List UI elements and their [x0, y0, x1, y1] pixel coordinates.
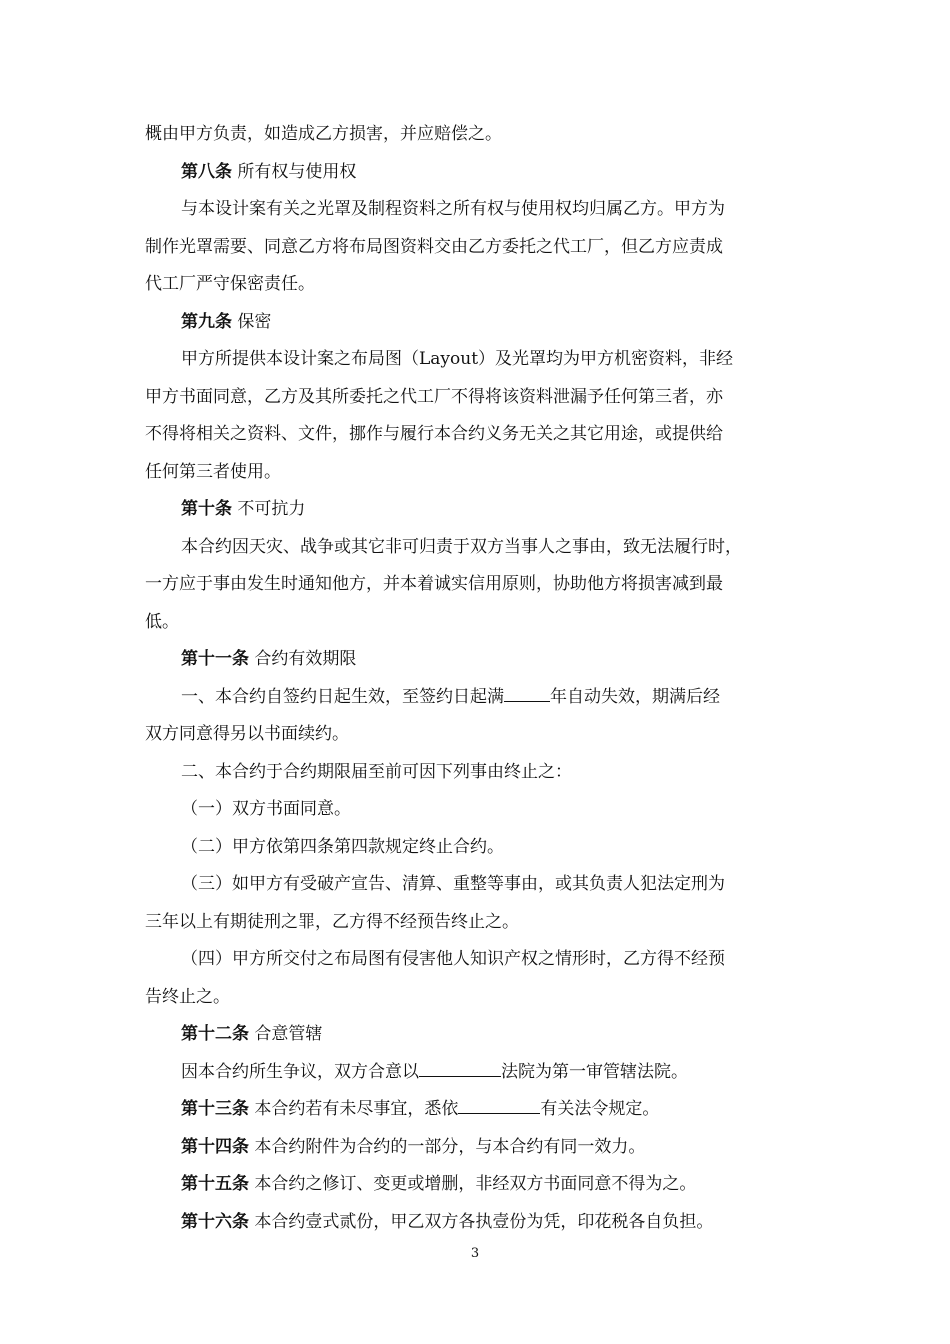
- article-10-heading: [145, 491, 815, 529]
- text-line: 本合约因天灾、战争或其它非可归责于双方当事人之事由，致无法履行时，: [181, 536, 742, 557]
- fill-in-blank-years[interactable]: [504, 685, 550, 702]
- text-line: 甲方书面同意，乙方及其所委托之代工厂不得将该资料泄漏予任何第三者，亦: [145, 386, 723, 407]
- article-heading-text: 保密: [237, 311, 272, 332]
- text-segment: 年自动失效，期满后经: [550, 686, 720, 707]
- text-line: 代工厂严守保密责任。: [145, 274, 315, 294]
- text-line: 一方应于事由发生时通知他方，并本着诚实信用原则，协助他方将损害减到最: [145, 574, 723, 594]
- list-item: （一）双方书面同意。: [181, 799, 351, 819]
- fill-in-blank-law[interactable]: [458, 1097, 540, 1114]
- text-line: [145, 1054, 815, 1092]
- article-heading-text: 不可抗力: [237, 499, 306, 519]
- text-line: 与本设计案有关之光罩及制程资料之所有权与使用权均归属乙方。甲方为: [181, 199, 725, 219]
- article-13: [145, 1091, 815, 1129]
- text-line: 甲方所提供本设计案之布局图（Layout）及光罩均为甲方机密资料，非经: [181, 349, 734, 369]
- article-14: [145, 1129, 815, 1167]
- list-item: （四）甲方所交付之布局图有侵害他人知识产权之情形时，乙方得不经预: [181, 949, 725, 969]
- list-item: （二）甲方依第四条第四款规定终止合约。: [181, 836, 504, 857]
- article-title: 第八条: [181, 161, 232, 182]
- article-11-heading: [145, 641, 815, 679]
- article-text: 本合约之修订、变更或增删，非经双方书面同意不得为之。: [254, 1174, 697, 1194]
- page-number: 3: [470, 1246, 480, 1261]
- article-title: 第九条: [181, 311, 232, 332]
- article-15: [145, 1166, 815, 1204]
- text-segment: 一、本合约自签约日起生效，至签约日起满: [181, 686, 504, 707]
- text-line: 概由甲方负责，如造成乙方损害，并应赔偿之。: [145, 124, 502, 144]
- text-line: 双方同意得另以书面续约。: [145, 724, 349, 744]
- article-text: 本合约壹式贰份，甲乙双方各执壹份为凭，印花税各自负担。: [254, 1211, 714, 1232]
- text-segment: 法院为第一审管辖法院。: [501, 1061, 688, 1082]
- article-title: 第十二条: [181, 1024, 249, 1044]
- text-line: 不得将相关之资料、文件，挪作与履行本合约义务无关之其它用途，或提供给: [145, 424, 723, 444]
- text-line: 二、本合约于合约期限届至前可因下列事由终止之：: [181, 761, 572, 782]
- fill-in-blank-court[interactable]: [419, 1060, 501, 1077]
- article-text: 本合约附件为合约的一部分，与本合约有同一效力。: [254, 1136, 646, 1157]
- article-title: 第十条: [181, 499, 232, 519]
- text-segment: 本合约若有未尽事宜，悉依: [254, 1099, 459, 1119]
- article-16: [145, 1204, 815, 1242]
- article-12-heading: [145, 1016, 815, 1054]
- article-8-heading: [145, 154, 815, 192]
- article-heading-text: 合意管辖: [254, 1024, 323, 1044]
- text-segment: 因本合约所生争议，双方合意以: [181, 1061, 419, 1082]
- article-9-heading: [145, 304, 815, 342]
- article-title: 第十六条: [181, 1211, 249, 1232]
- text-line: 制作光罩需要、同意乙方将布局图资料交由乙方委托之代工厂，但乙方应责成: [145, 236, 723, 257]
- text-line: 三年以上有期徒刑之罪，乙方得不经预告终止之。: [145, 911, 519, 932]
- article-title: 第十五条: [181, 1174, 249, 1194]
- text-line: 低。: [145, 611, 179, 632]
- text-line: 任何第三者使用。: [145, 461, 281, 482]
- contract-body: [145, 116, 815, 1241]
- text-line: 告终止之。: [145, 986, 230, 1007]
- article-title: 第十四条: [181, 1136, 249, 1157]
- list-item: （三）如甲方有受破产宣告、清算、重整等事由，或其负责人犯法定刑为: [181, 874, 725, 894]
- text-line: [145, 679, 815, 717]
- article-heading-text: 所有权与使用权: [237, 161, 357, 182]
- text-segment: 有关法令规定。: [540, 1099, 660, 1119]
- article-heading-text: 合约有效期限: [254, 649, 357, 669]
- article-title: 第十三条: [181, 1099, 249, 1119]
- article-title: 第十一条: [181, 649, 249, 669]
